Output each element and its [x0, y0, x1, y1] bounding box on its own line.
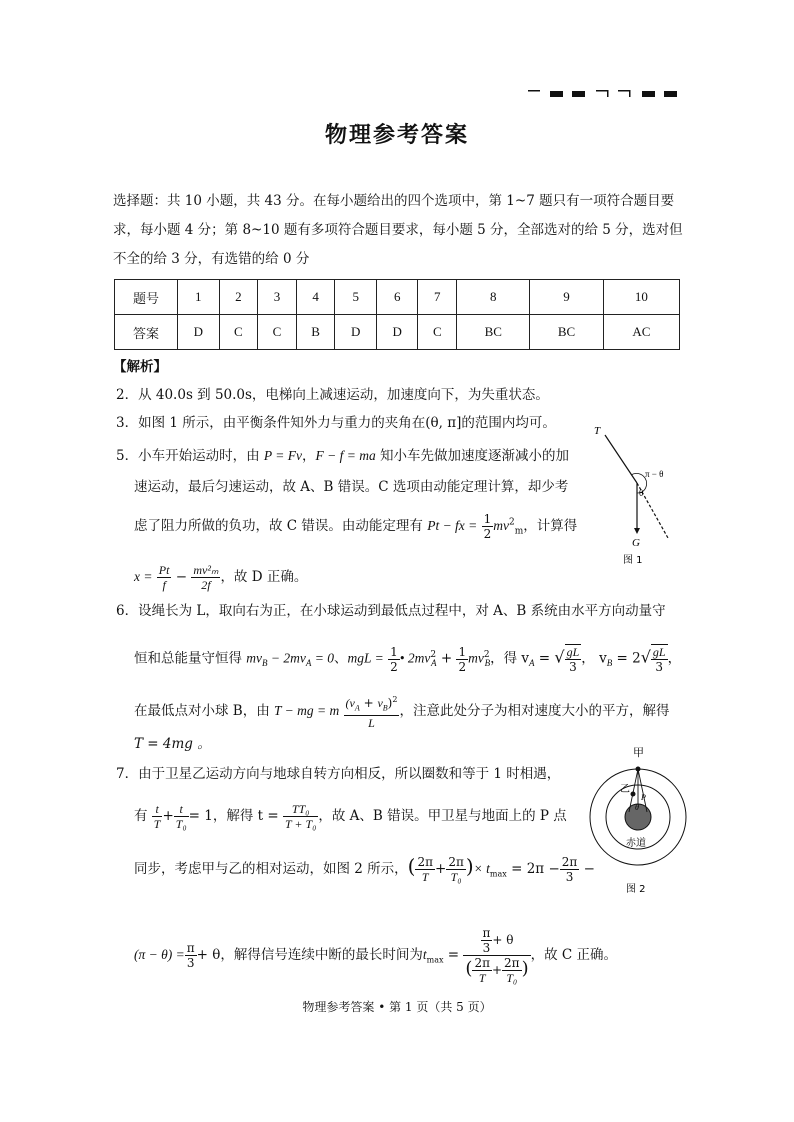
table-cell: 8	[457, 280, 530, 315]
q5-text: ，计算得	[523, 518, 578, 534]
denominator: T₀	[450, 870, 462, 884]
table-cell: D	[335, 315, 377, 350]
numerator: 2π	[504, 956, 520, 970]
q7-line-2	[134, 802, 567, 831]
fraction	[472, 956, 492, 985]
fraction	[152, 802, 163, 831]
q6-line-2: 恒和总能量守恒得 $mv_B - 2mv_A = 0$、mgL = $\frac{1}{2}$ • $2mv^2_A$ + $\frac{1}{2}$ $mv^2_B$，得 $v_A$ = √ $\frac{gL}{3}$ ， $v_B = 2√$ $\frac{gL}{3}$ ，	[134, 644, 682, 674]
denominator: 3	[186, 956, 195, 970]
analysis-header: 【解析】	[113, 359, 167, 375]
q6-formula: • 2mv	[399, 650, 431, 666]
table-cell: D	[178, 315, 220, 350]
fraction	[185, 941, 197, 970]
q6-formula: +	[436, 650, 453, 667]
q6-formula: = 0	[311, 650, 335, 666]
arrow-head	[634, 528, 640, 534]
numerator-text: + θ	[492, 933, 514, 947]
q2-text: 2．从 40.0s 到 50.0s，电梯向上减速运动，加速度向下，为失重状态。	[116, 387, 549, 403]
numerator-text: (v	[345, 696, 355, 710]
q6-formula: mgL =	[347, 650, 384, 666]
q6-text: 在最低点对小球 B，由	[134, 703, 275, 720]
table-cell: 6	[376, 280, 418, 315]
denominator: ( $\frac{2\pi}{T}$ + $\frac{2\pi}{\text{T₀}}$ )	[465, 956, 529, 985]
label-jia: 甲	[633, 746, 644, 759]
intro-line-3: 不全的给 3 分，有选错的给 0 分	[113, 251, 310, 267]
q5-text: 知小车先做加速度逐渐减小的加	[375, 448, 570, 464]
label-angle-2: θ	[639, 488, 644, 498]
table-cell: 4	[296, 280, 335, 315]
q6-text: ， v	[581, 650, 607, 667]
q5-formula: P = Fv	[263, 448, 302, 463]
numerator: 2π	[474, 956, 490, 970]
numerator: 1	[483, 512, 492, 526]
q6-formula: = 2	[612, 650, 641, 667]
table-cell: C	[418, 315, 457, 350]
numerator: $(v_A + v_B)^2$	[344, 693, 400, 716]
table-cell: 3	[258, 280, 297, 315]
fraction	[560, 855, 580, 884]
numerator: TT₀	[283, 802, 318, 817]
figure-caption: 图 1	[623, 555, 643, 566]
table-cell: C	[219, 315, 258, 350]
numerator: mv²ₘ	[193, 563, 219, 577]
fraction	[283, 802, 318, 831]
intro-line-2: 求，每小题 4 分；第 8~10 题有多项符合题目要求，每小题 5 分，全部选对的给 5 分，选对但	[113, 222, 683, 238]
q7-formula: = 2π −	[506, 861, 560, 877]
q6-formula: − 2mv	[267, 650, 306, 666]
fraction	[482, 512, 494, 541]
q5-line-2: 速运动，最后匀速运动，故 A、B 错误。C 选项由动能定理计算，却少考	[134, 479, 569, 495]
numerator: Pt	[158, 563, 170, 577]
q5-line-1	[116, 446, 569, 466]
fraction	[174, 802, 189, 831]
q6-formula: mv	[246, 650, 263, 666]
fraction	[651, 644, 668, 674]
q7-formula: −	[579, 861, 595, 877]
table-cell: 10	[603, 280, 679, 315]
table-cell: 2	[219, 280, 258, 315]
numerator: gL	[652, 645, 666, 659]
q6-line-3	[134, 693, 669, 730]
denominator: L	[368, 716, 375, 731]
page-footer: 物理参考答案 • 第 1 页（共 5 页）	[302, 1000, 492, 1014]
row-label: 答案	[115, 315, 178, 350]
fraction	[415, 855, 435, 884]
q5-text: 虑了阻力所做的负功，故 C 错误。由动能定理有	[134, 518, 428, 534]
q6-formula: =	[534, 650, 555, 667]
table-cell: AC	[603, 315, 679, 350]
q7-formula: × t	[473, 861, 490, 876]
numerator: gL	[566, 645, 580, 659]
q6-text: ，注意此处分子为相对速度大小的平方，解得	[399, 703, 670, 720]
denominator: 2	[458, 659, 467, 674]
fraction	[481, 926, 493, 955]
intro-line-1: 选择题：共 10 小题，共 43 分。在每小题给出的四个选项中，第 1~7 题只有一项符合题目要	[113, 193, 675, 209]
q5-formula: F − f = ma	[315, 448, 376, 463]
q7-text: ，故 C 正确。	[530, 947, 618, 963]
q5-formula: Pt − fx =	[427, 518, 478, 533]
q6-text: ，得 v	[490, 650, 529, 667]
q7-text: 有	[134, 808, 152, 824]
subscript: max	[489, 869, 507, 879]
numerator: 2π	[417, 855, 434, 869]
q5-text: ，	[302, 448, 316, 464]
q7-formula: +	[162, 808, 174, 824]
denominator: 3	[565, 870, 574, 884]
label-equator: 赤道	[626, 838, 646, 849]
numerator: t	[174, 802, 189, 817]
denominator: 3	[482, 941, 491, 955]
corner-marks	[528, 88, 684, 100]
fraction	[463, 926, 530, 985]
q5-text: 5．小车开始运动时，由	[116, 448, 264, 464]
q5-formula: x =	[134, 569, 153, 584]
fraction	[456, 645, 468, 674]
q7-line-1: 7．由于卫星乙运动方向与地球自转方向相反，所以圈数和等于 1 时相遇，	[116, 766, 561, 782]
q5-line-3: 虑了阻力所做的负功，故 C 错误。由动能定理有 Pt − fx = $\frac{1}{2}$ $mv^2_m$，计算得	[134, 512, 578, 541]
denominator: T	[421, 870, 429, 884]
denominator: 3	[569, 660, 577, 674]
fraction	[446, 855, 466, 884]
fraction	[502, 956, 522, 985]
label-angle-1: π − θ	[645, 469, 664, 479]
fraction	[565, 644, 582, 674]
tension-line	[605, 435, 637, 483]
q5-formula: mv	[493, 518, 509, 533]
numerator: t	[152, 802, 163, 817]
denominator: f	[162, 578, 166, 592]
q7-line-3: 同步，考虑甲与乙的相对运动，如图 2 所示，( $\frac{2\pi}{T}$ + $\frac{2\pi}{\text{T₀}}$ )× $t_{max} = 2\pi$ − $\frac{2\pi}{3}$ −	[134, 854, 595, 884]
denominator: 2f	[201, 578, 211, 592]
q6-text: 、	[334, 650, 348, 667]
fraction	[344, 693, 400, 730]
figure-caption: 图 2	[626, 884, 646, 895]
numerator: 1	[390, 644, 398, 659]
denominator: 2	[390, 659, 398, 674]
q5-formula: −	[175, 569, 188, 585]
q6-line-1: 6．设绳长为 L，取向右为正，在小球运动到最低点过程中，对 A、B 系统由水平方向动量守	[116, 603, 666, 619]
figure-1	[590, 420, 680, 570]
q6-formula: T − mg = m	[274, 703, 340, 719]
q7-line-4	[134, 926, 617, 985]
q5-text: ，故 D 正确。	[220, 569, 308, 585]
table-cell: BC	[530, 315, 603, 350]
fraction	[157, 563, 172, 592]
table-cell: 7	[418, 280, 457, 315]
table-row	[115, 280, 680, 315]
q6-line-4: T = 4mg 。	[134, 736, 211, 752]
table-cell: 1	[178, 280, 220, 315]
q7-formula: t	[422, 947, 427, 962]
q7-formula: =	[443, 947, 460, 963]
denominator: T	[478, 971, 486, 985]
denominator: T + T₀	[284, 817, 317, 831]
subscript: max	[426, 955, 444, 965]
satellite-yi	[631, 792, 636, 797]
denominator: T₀	[175, 817, 187, 831]
q7-text: ，故 A、B 错误。甲卫星与地面上的 P 点	[318, 808, 567, 824]
numerator: π	[482, 926, 491, 940]
numerator	[463, 926, 530, 956]
q3-text: 3．如图 1 所示，由平衡条件知外力与重力的夹角在(θ, π]的范围内均可。	[116, 415, 556, 431]
q6-text: 恒和总能量守恒得	[134, 650, 247, 667]
q7-formula: (π − θ) =	[134, 947, 185, 962]
q7-formula: = 1，解得 t =	[188, 808, 279, 824]
numerator: 2π	[448, 855, 464, 869]
q5-line-4	[134, 563, 307, 592]
denominator: 3	[655, 660, 664, 674]
q6-formula: mv	[468, 650, 484, 666]
table-cell: D	[376, 315, 418, 350]
numerator: 1	[458, 644, 467, 659]
label-theta: θ	[635, 803, 639, 812]
q7-text: + θ，解得信号连续中断的最长时间为	[196, 947, 423, 963]
page-title: 物理参考答案	[324, 122, 469, 148]
numerator: π	[186, 941, 195, 955]
table-cell: 9	[530, 280, 603, 315]
denominator: T₀	[506, 971, 518, 985]
denominator: T	[153, 817, 161, 831]
table-cell: 5	[335, 280, 377, 315]
row-label: 题号	[115, 280, 178, 315]
label-P: P	[641, 793, 646, 802]
fraction	[388, 645, 400, 674]
fraction	[191, 563, 220, 592]
q7-text: 同步，考虑甲与乙的相对运动，如图 2 所示，	[134, 861, 408, 877]
table-cell: BC	[457, 315, 530, 350]
answer-table	[114, 279, 680, 350]
denominator: 2	[483, 527, 492, 541]
label-yi: 乙	[620, 784, 630, 795]
table-cell: B	[296, 315, 335, 350]
table-row	[115, 315, 680, 350]
table-cell: C	[258, 315, 297, 350]
label-T: T	[594, 425, 601, 437]
figure-2	[588, 740, 692, 900]
label-G: G	[632, 537, 640, 549]
numerator: 2π	[561, 855, 578, 869]
